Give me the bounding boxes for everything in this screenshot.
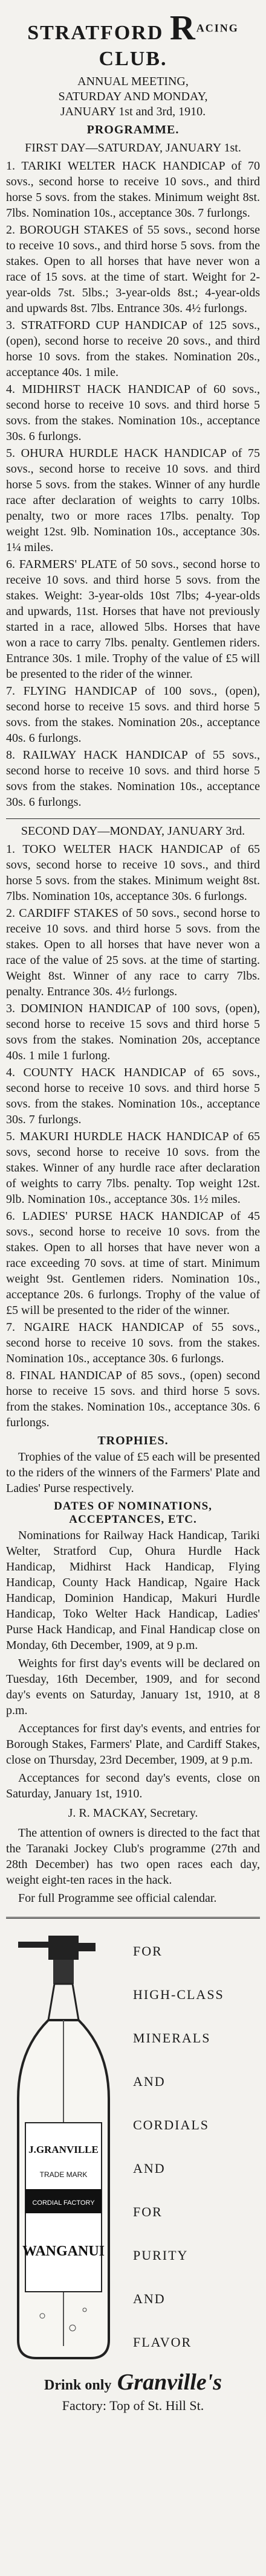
dates-title: DATES OF NOMINATIONS, ACCEPTANCES, ETC.	[54, 1500, 212, 1526]
newspaper-column	[6, 0, 260, 2414]
event-item: 6. FARMERS' PLATE of 50 sovs., second horse to receive 10 sovs. and third horse 5 sovs. from the stakes. Weight: 3-year-olds 10st 7lbs; 4-year-olds and upwards, 11st. Horses that have not previously started in a race, allowed 5lbs. Horses that have won a race to carry 7lbs. penalty. Gentlemen riders. Entrance 30s. 1 mile. Trophy of the value of £5 will be presented to the rider of the winner.	[6, 558, 260, 681]
divider	[6, 818, 260, 819]
event-item: 2. BOROUGH STAKES of 55 sovs., second horse to receive 10 sovs., and third horse 5 sovs. from the stakes. Open to all horses that have never won a race of 15 sovs. at the time of start. Weight for 2-year-olds 7st. 5lbs.; 3-year-olds 8st.; 4-year-olds and upwards 8st. 7lbs. Entrance 30s. 4½ furlongs.	[6, 223, 260, 315]
event-item: 2. CARDIFF STAKES of 50 sovs., second horse to receive 10 sovs. and third horse 5 sovs. from the stakes. Open to all horses that have never won a race of the value of 25 sovs. at the time of starting. Weight 8st. Winner of any race to carry 7lbs. penalty. Entrance 30s. 4½ furlongs.	[6, 907, 260, 998]
meeting-line: ANNUAL MEETING,	[77, 75, 189, 88]
event-item: 1. TARIKI WELTER HACK HANDICAP of 70 sovs., second horse to receive 10 sovs., and third horse 5 sovs. from the stakes. Minimum weight 8st. 7lbs. Nomination 10s., acceptance 30s. 7 furlongs.	[6, 159, 260, 220]
event-item: 7. NGAIRE HACK HANDICAP of 55 sovs., second horse to receive 10 sovs. from the stakes. Nomination 10s., acceptance 30s. 6 furlongs.	[6, 1321, 260, 1365]
notice-para: For full Programme see official calendar.	[18, 1892, 217, 1905]
dates-para: Acceptances for second day's events, close on Saturday, January 1st, 1910.	[6, 1771, 260, 1800]
bottle-label-trademark: TRADE MARK	[39, 2170, 88, 2179]
slogan-line: AND	[133, 2074, 166, 2089]
masthead-right: CLUB.	[99, 48, 167, 70]
day2-heading: SECOND DAY—MONDAY, JANUARY 3rd.	[21, 824, 245, 838]
granville-advert	[6, 1930, 260, 2364]
dates-para: Weights for first day's events will be declared on Tuesday, 16th December, 1909, and for second day's events on Saturday, January 1st, 1910, at 8 p.m.	[6, 1657, 260, 1717]
event-item: 5. OHURA HURDLE HACK HANDICAP of 75 sovs., second horse to receive 10 sovs. and third horse 5 sovs. from the stakes. Winner of any hurdle race after declaration of weights to carry 10lbs. penalty, two or more races 17lbs. penalty. Top weight 12st. 9lb. Nomination 10s., acceptance 30s. 1¼ miles.	[6, 447, 260, 554]
day2-events	[6, 841, 260, 1430]
event-item: 3. DOMINION HANDICAP of 100 sovs, (open), second horse to receive 15 sovs and third horse 5 sovs from the stakes. Nomination 20s, acceptance 40s. 1 mile 1 furlong.	[6, 1002, 260, 1062]
slogan-line: CORDIALS	[133, 2117, 210, 2132]
event-item: 7. FLYING HANDICAP of 100 sovs., (open), second horse to receive 15 sovs. and third horse 5 sovs. from the stakes. Nomination 20s., acceptance 40s. 6 furlongs.	[6, 684, 260, 745]
programme-title: PROGRAMME.	[86, 123, 180, 136]
event-item: 6. LADIES' PURSE HACK HANDICAP of 45 sovs., second horse to receive 10 sovs. from the stakes. Open to all horses that have never won a race exceeding 70 sovs. at time of start. Minimum weight 9st. Gentlemen riders. Nomination 10s., acceptance 20s. 6 furlongs. Trophy of the value of £5 will be presented to the rider of the winner.	[6, 1210, 260, 1317]
siphon-bottle-illustration	[6, 1930, 121, 2364]
bottle-label-town: WANGANUI	[22, 2243, 105, 2259]
event-item: 8. RAILWAY HACK HANDICAP of 55 sovs., second horse to receive 10 sovs. and third horse 5 sovs from the stakes. Nomination 10s., acceptance 30s. 6 furlongs.	[6, 748, 260, 809]
slogan-line: HIGH-CLASS	[133, 1987, 224, 2002]
dates-para: Nominations for Railway Hack Handicap, Tariki Welter, Stratford Cup, Ohura Hurdle Hack Handicap, Midhirst Hack Handicap, Flying Handicap, County Hack Handicap, Ngaire Hack Handicap, Dominion Handicap, Makuri Hurdle Handicap, Toko Welter Hack Handicap, Ladies' Purse Hack Handicap, and Final Handicap close on Monday, 6th December, 1909, at 9 p.m.	[6, 1529, 260, 1652]
slogan-line: PURITY	[133, 2248, 189, 2263]
masthead-middle: ACING	[196, 22, 239, 34]
bottle-label-name: J.GRANVILLE	[28, 2144, 99, 2155]
masthead-r: R	[169, 8, 196, 47]
slogan-line: MINERALS	[133, 2030, 211, 2045]
granvilles-text: Granville's	[117, 2370, 222, 2395]
notice-para: The attention of owners is directed to the fact that the Taranaki Jockey Club's programme (27th and 28th December) has two open races each day, weight eight-ten races in the hack.	[6, 1826, 260, 1887]
secretary-signature: J. R. MACKAY, Secretary.	[68, 1806, 198, 1820]
drink-only-text: Drink only	[44, 2377, 112, 2393]
event-item: 3. STRATFORD CUP HANDICAP of 125 sovs., (open), second horse to receive 20 sovs., and third horse 10 sovs. from the stakes. Nomination 20s., acceptance 40s. 1 mile.	[6, 319, 260, 379]
drink-only-granvilles	[6, 2369, 260, 2396]
factory-address: Factory: Top of St. Hill St.	[62, 2398, 204, 2413]
siphon-bottle-icon	[6, 1930, 121, 2364]
event-item: 1. TOKO WELTER HACK HANDICAP of 65 sovs, second horse to receive 10 sovs., and third horse 5 sovs. from the stakes. Minimum weight 8st. 7lbs. Nomination 10s, acceptance 30s. 6 furlongs.	[6, 843, 260, 903]
event-item: 8. FINAL HANDICAP of 85 sovs., (open) second horse to receive 15 sovs. and third horse 5 sovs. from the stakes. Nomination 10s., acceptance 30s. 6 furlongs.	[6, 1369, 260, 1429]
advert-divider	[6, 1917, 260, 1919]
day1-heading: FIRST DAY—SATURDAY, JANUARY 1st.	[25, 141, 241, 155]
advert-slogan	[121, 1930, 260, 2364]
trophies-title: TROPHIES.	[97, 1434, 169, 1447]
dates-para: Acceptances for first day's events, and entries for Borough Stakes, Farmers' Plate, and Cardiff Stakes, close on Thursday, 23rd December, 1909, at 9 p.m.	[6, 1722, 260, 1767]
masthead-left: STRATFORD	[27, 22, 164, 44]
meeting-block	[6, 74, 260, 120]
bottle-label-factory: CORDIAL FACTORY	[32, 2199, 95, 2207]
slogan-line: FLAVOR	[133, 2335, 192, 2350]
slogan-line: FOR	[133, 1943, 163, 1959]
event-item: 5. MAKURI HURDLE HACK HANDICAP of 65 sovs, second horse to receive 10 sovs. from the stakes. Winner of any hurdle race after declaration of weights to carry 7lbs. penalty. Top weight 12st. 9lb. Nomination 10s., acceptance 30s. 1½ miles.	[6, 1130, 260, 1206]
day1-events	[6, 158, 260, 810]
event-item: 4. MIDHIRST HACK HANDICAP of 60 sovs., second horse to receive 10 sovs. and third horse 5 sovs. from the stakes. Nomination 10s., acceptance 30s. 6 furlongs.	[6, 383, 260, 443]
slogan-line: AND	[133, 2161, 166, 2176]
meeting-line: JANUARY 1st and 3rd, 1910.	[60, 105, 206, 118]
event-item: 4. COUNTY HACK HANDICAP of 65 sovs., second horse to receive 10 sovs. and third horse 5 sovs. from the stakes. Nomination 10s., acceptance 30s. 7 furlongs.	[6, 1066, 260, 1126]
masthead	[6, 7, 260, 71]
slogan-line: FOR	[133, 2204, 163, 2219]
slogan-line: AND	[133, 2291, 166, 2306]
trophies-text: Trophies of the value of £5 each will be presented to the riders of the winners of the Farmers' Plate and Ladies' Purse respectively.	[6, 1450, 260, 1495]
meeting-line: SATURDAY AND MONDAY,	[58, 90, 208, 103]
